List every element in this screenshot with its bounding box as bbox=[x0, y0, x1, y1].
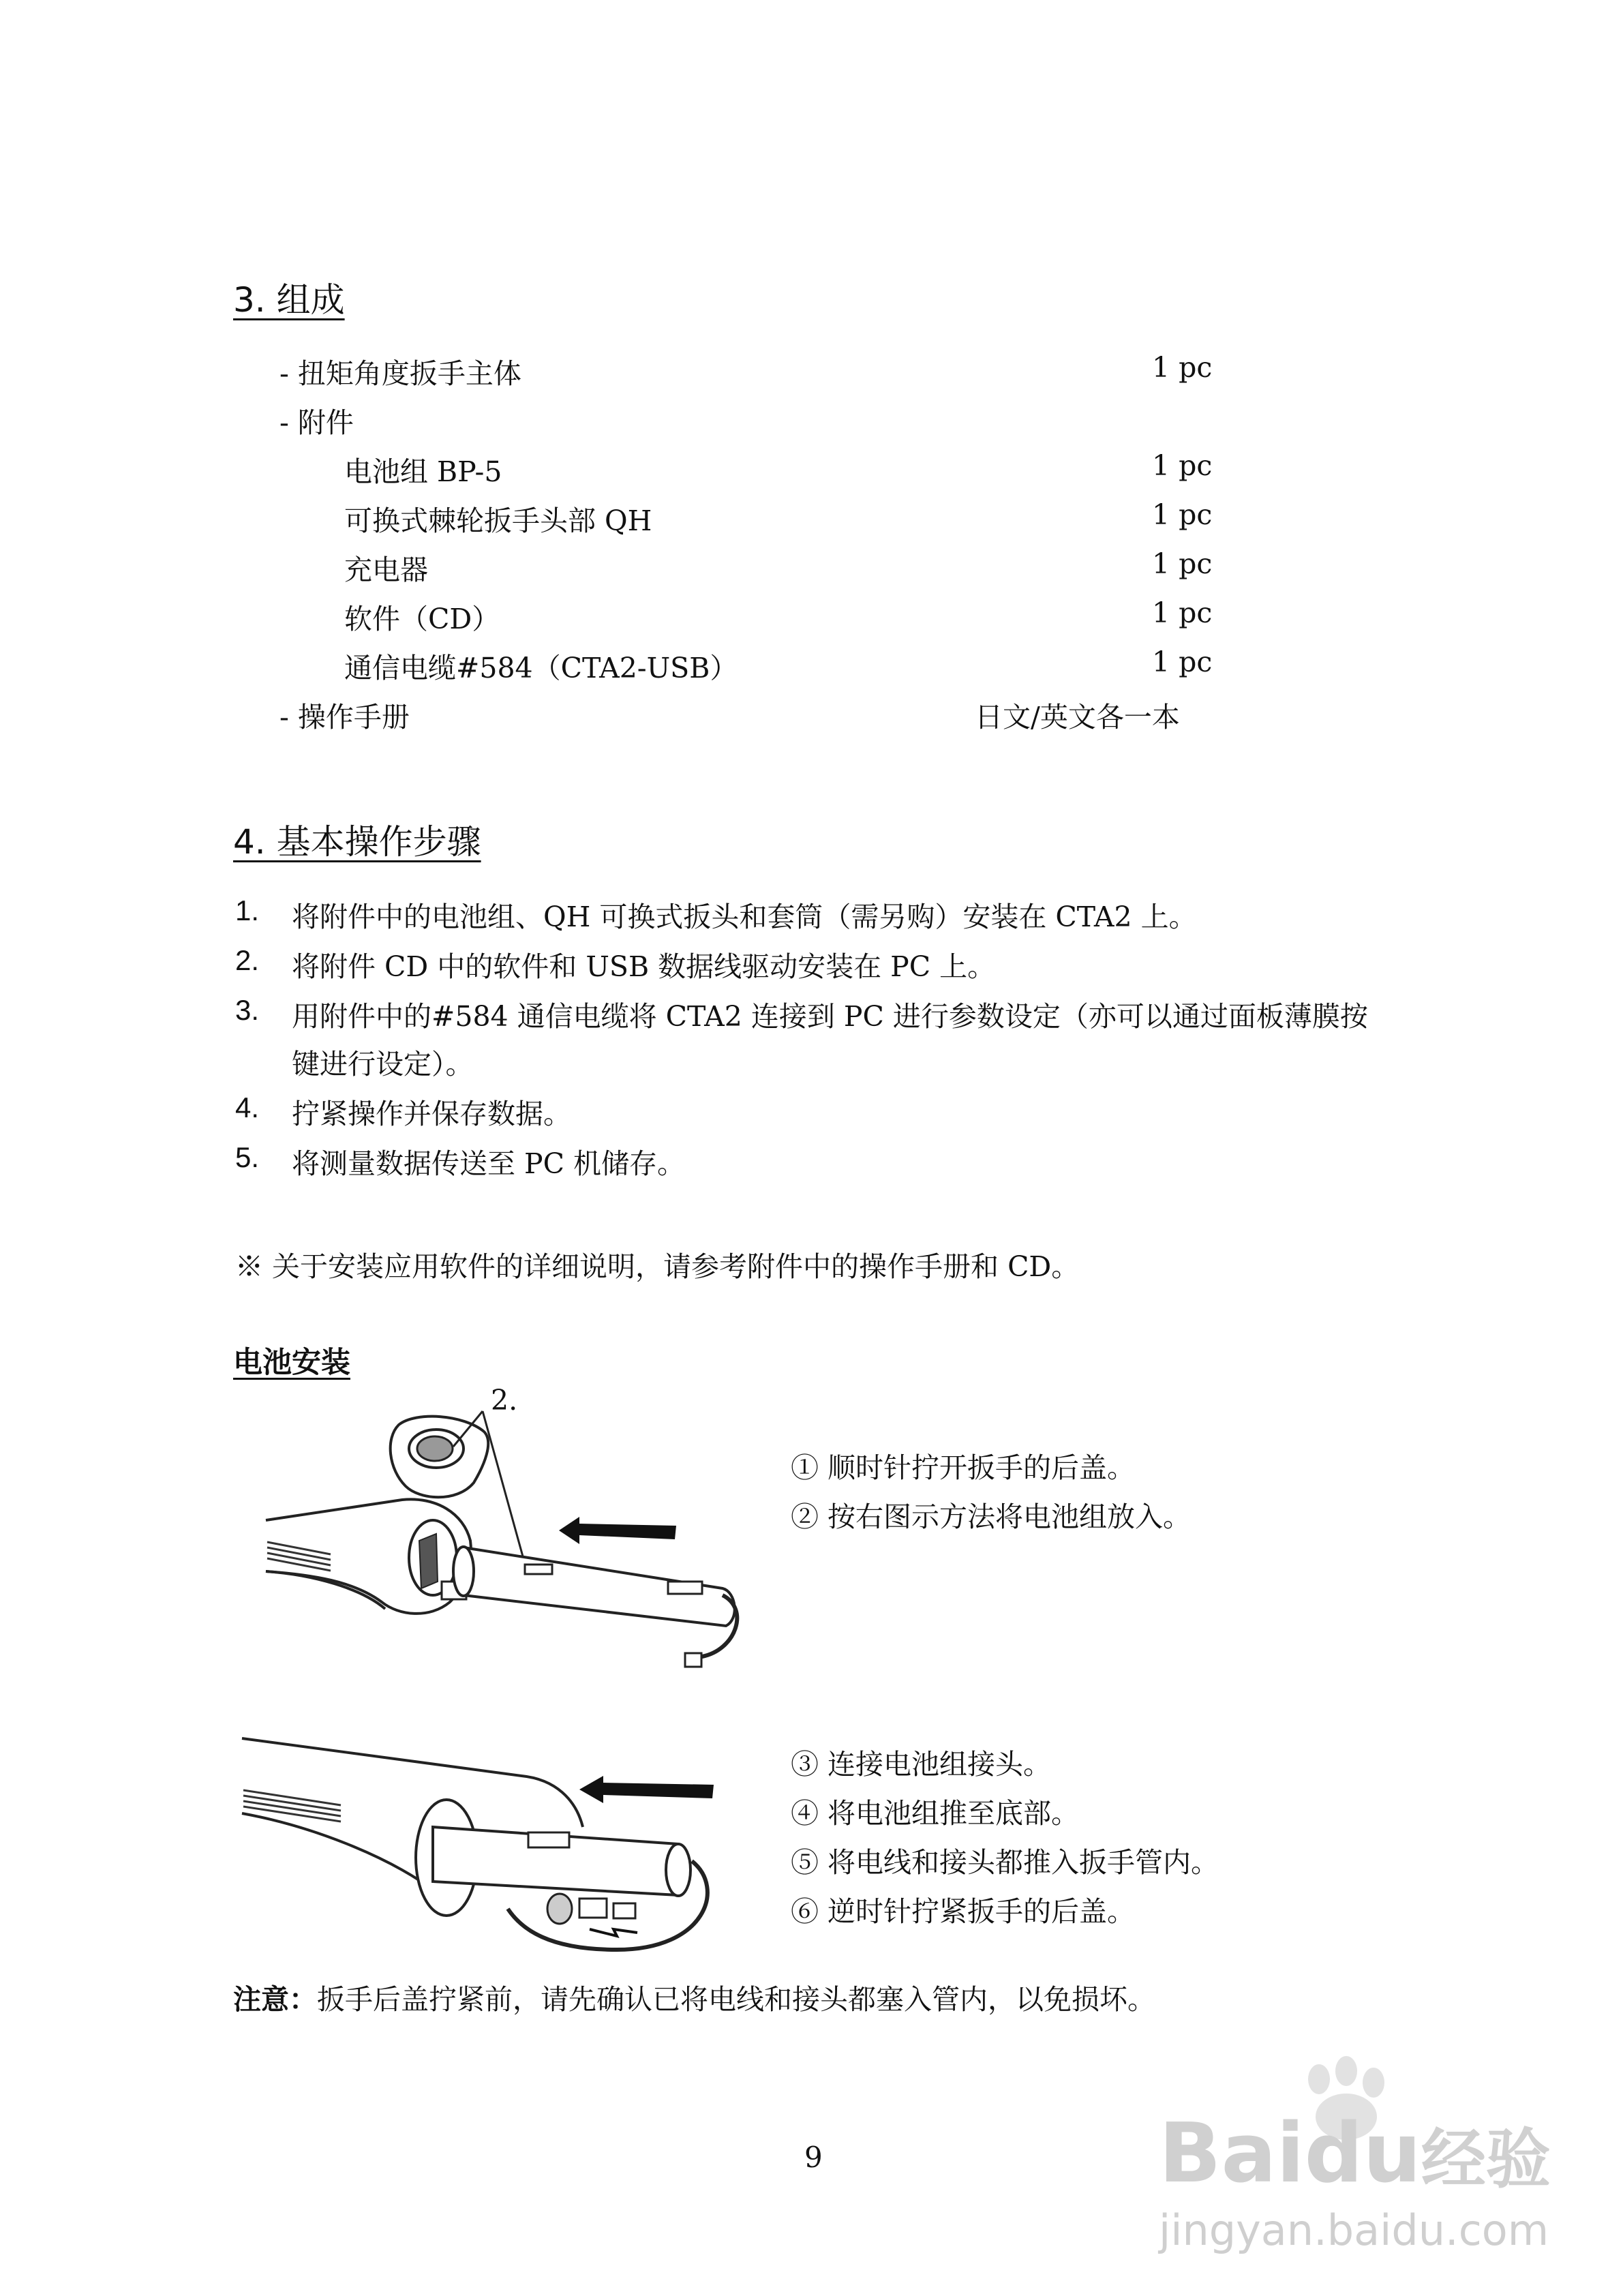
list-item: - 操作手册 bbox=[279, 701, 410, 734]
list-item: 软件（CD） bbox=[344, 603, 500, 635]
list-item: - 附件 bbox=[279, 406, 354, 439]
battery-insert-illustration bbox=[259, 1384, 777, 1738]
item-qty: 1 pc bbox=[1152, 351, 1213, 384]
caption: ② 按右图示方法将电池组放入。 bbox=[791, 1500, 1192, 1533]
warning bbox=[233, 1977, 1155, 2017]
warning-text: 扳手后盖拧紧前，请先确认已将电线和接头都塞入管内，以免损坏。 bbox=[317, 1983, 1155, 2016]
item-qty: 1 pc bbox=[1152, 498, 1213, 531]
item-qty: 1 pc bbox=[1152, 596, 1213, 629]
step-number: 3. bbox=[235, 994, 260, 1026]
step-text-continued: 键进行设定）。 bbox=[292, 1048, 474, 1081]
page-number: 9 bbox=[804, 2141, 823, 2174]
step-text: 用附件中的#584 通信电缆将 CTA2 连接到 PC 进行参数设定（亦可以通过面板薄膜按 bbox=[292, 1000, 1368, 1033]
list-item: 电池组 BP-5 bbox=[344, 455, 502, 488]
step-text: 拧紧操作并保存数据。 bbox=[292, 1098, 571, 1130]
item-qty: 1 pc bbox=[1152, 547, 1213, 580]
watermark-brand bbox=[1159, 2106, 1551, 2201]
step-text: 将附件中的电池组、QH 可换式扳头和套筒（需另购）安装在 CTA2 上。 bbox=[292, 901, 1197, 933]
item-qty: 1 pc bbox=[1152, 646, 1213, 678]
warning-label: 注意： bbox=[233, 1983, 317, 2016]
caption: ④ 将电池组推至底部。 bbox=[791, 1797, 1080, 1830]
list-item: - 扭矩角度扳手主体 bbox=[279, 357, 521, 390]
watermark-brand-latin: Baidu bbox=[1159, 2106, 1421, 2201]
step-number: 1. bbox=[235, 894, 260, 926]
step-text: 将附件 CD 中的软件和 USB 数据线驱动安装在 PC 上。 bbox=[292, 950, 996, 983]
section-4-title: 4. 基本操作步骤 bbox=[233, 822, 481, 862]
step-text: 将测量数据传送至 PC 机储存。 bbox=[292, 1147, 686, 1180]
item-qty: 1 pc bbox=[1152, 449, 1213, 482]
watermark-brand-cn: 经验 bbox=[1421, 2122, 1551, 2197]
list-item: 通信电缆#584（CTA2-USB） bbox=[344, 652, 738, 684]
caption: ⑤ 将电线和接头都推入扳手管内。 bbox=[791, 1846, 1219, 1879]
section-3-title: 3. 组成 bbox=[233, 280, 345, 320]
caption: ① 顺时针拧开扳手的后盖。 bbox=[791, 1451, 1136, 1484]
watermark-url: jingyan.baidu.com bbox=[1159, 2205, 1549, 2255]
note-text: ※ 关于安装应用软件的详细说明，请参考附件中的操作手册和 CD。 bbox=[235, 1250, 1080, 1283]
step-number: 4. bbox=[235, 1091, 260, 1123]
step-number: 5. bbox=[235, 1141, 260, 1173]
list-item: 可换式棘轮扳手头部 QH bbox=[344, 504, 652, 537]
step-number: 2. bbox=[235, 944, 260, 976]
item-qty: 日文/英文各一本 bbox=[975, 701, 1180, 734]
caption: ③ 连接电池组接头。 bbox=[791, 1748, 1052, 1781]
battery-section-title: 电池安装 bbox=[233, 1346, 350, 1380]
list-item: 充电器 bbox=[344, 554, 428, 586]
battery-connect-illustration bbox=[235, 1725, 753, 1970]
figure-label: 2. bbox=[491, 1384, 518, 1417]
caption: ⑥ 逆时针拧紧扳手的后盖。 bbox=[791, 1895, 1136, 1928]
